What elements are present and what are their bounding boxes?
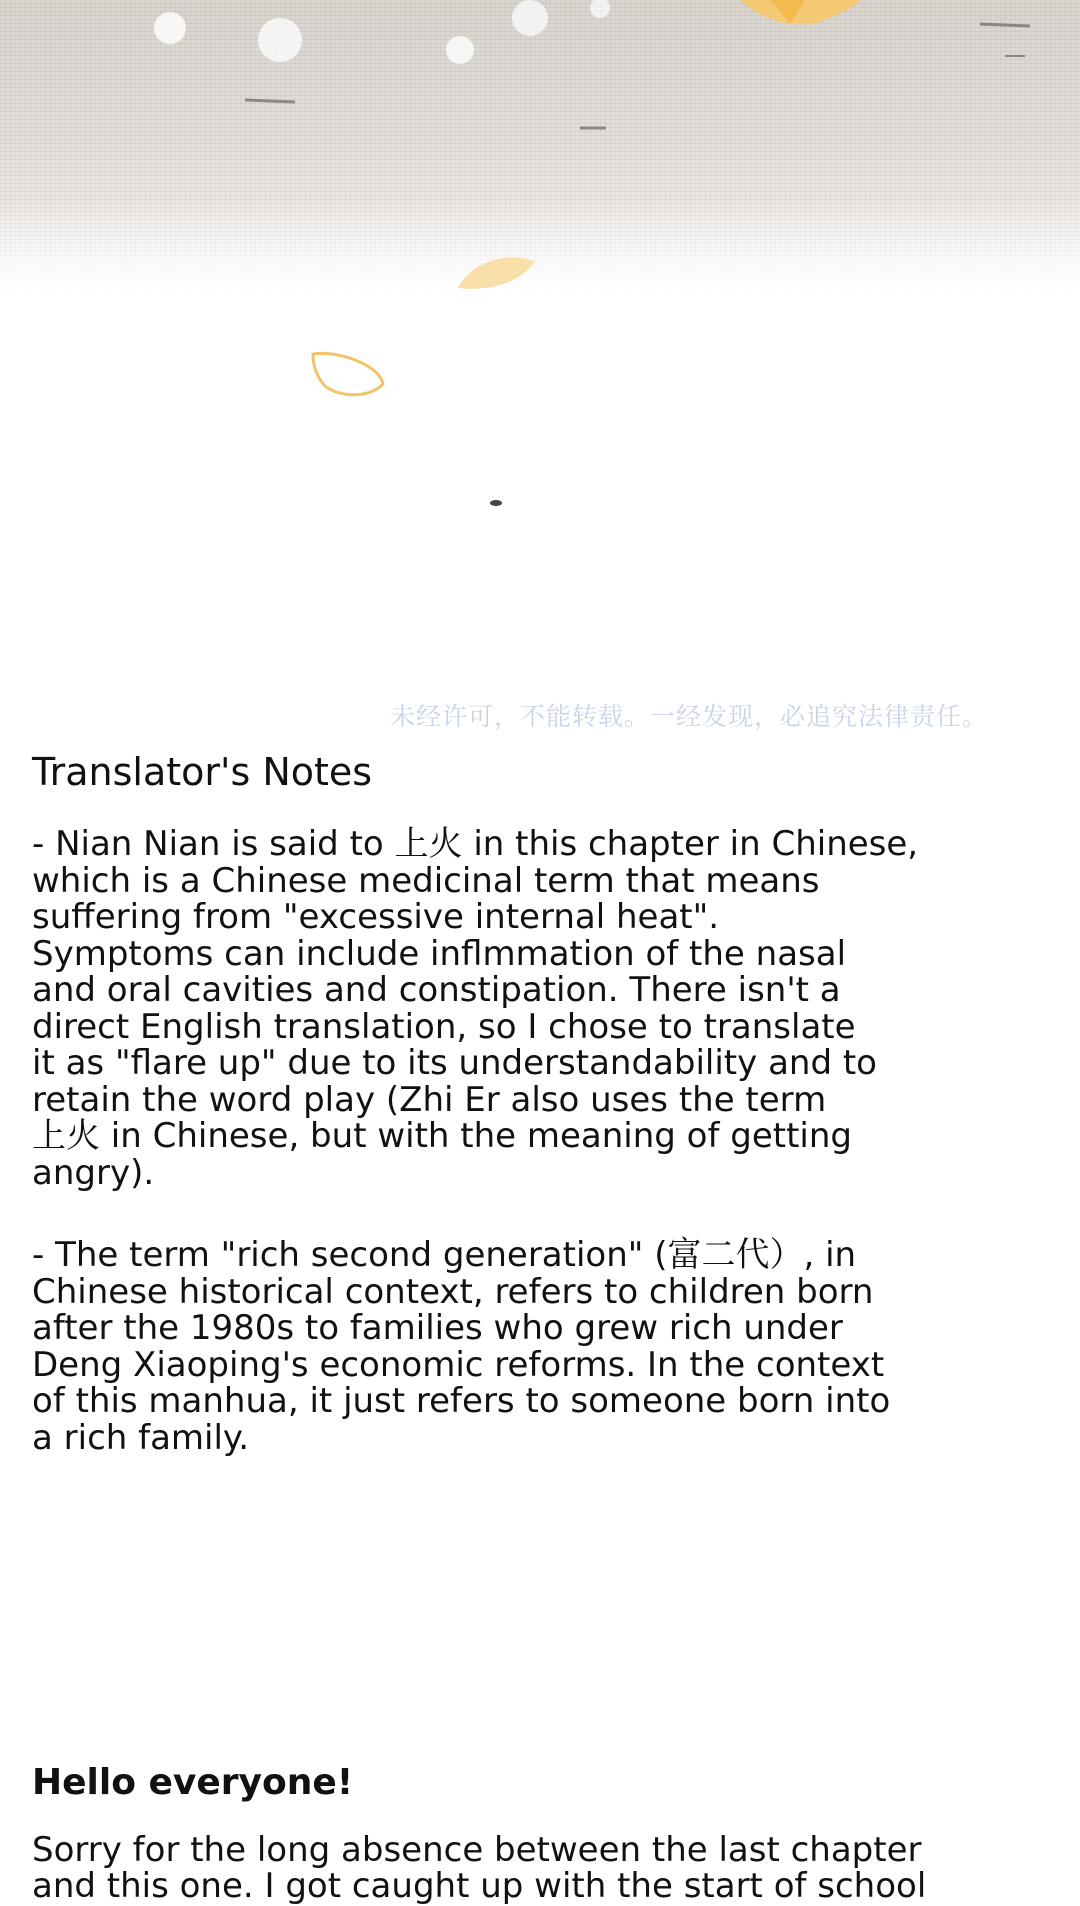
notes-title: Translator's Notes [32, 750, 373, 794]
decorative-petals [0, 0, 1080, 540]
snow-dot [512, 0, 548, 36]
snow-dot [258, 18, 302, 62]
copyright-watermark: 未经许可，不能转载。一经发现，必追究法律责任。 [390, 702, 989, 731]
falling-petal [458, 257, 535, 289]
small-speck [490, 500, 502, 506]
dash-mark [980, 24, 1030, 26]
dash-mark [245, 100, 295, 102]
greeting-section [32, 1760, 1052, 1904]
snow-dot [590, 0, 610, 18]
greeting-body: Sorry for the long absence between the last chapter and this one. I got caught up with the start of school [32, 1830, 927, 1906]
falling-petal-outline [313, 353, 383, 394]
note-item: - Nian Nian is said to 上火 in this chapter in Chinese, which is a Chinese medicinal term that means suffering from "excessive internal heat". Symptoms can include inflmmation of the nasal and oral cavities and constipation. There isn't a direct English translation, so I chose to translate it as "flare up" due to its understandability and to retain the word play (Zhi Er also uses the term 上火 in Chinese, but with the meaning of getting angry). [32, 824, 919, 1193]
note-item: - The term "rich second generation" (富二代）, in Chinese historical context, refers to children born after the 1980s to families who grew rich under Deng Xiaoping's economic reforms. In the context of this manhua, it just refers to someone born into a rich family. [32, 1235, 891, 1458]
snow-dot [446, 36, 474, 64]
snow-dot [154, 12, 186, 44]
greeting-title: Hello everyone! [32, 1762, 354, 1803]
translator-notes [32, 748, 1052, 1456]
